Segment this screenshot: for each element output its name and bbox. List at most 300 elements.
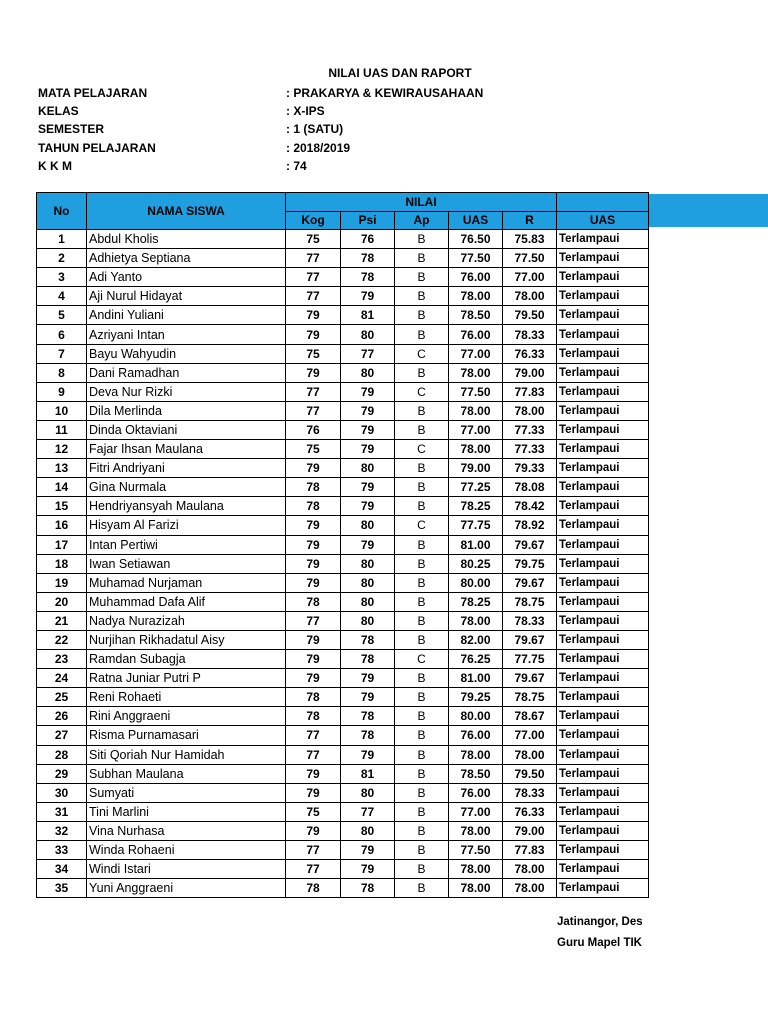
row-no: 26 <box>37 707 87 726</box>
student-name: Deva Nur Rizki <box>87 382 286 401</box>
student-name: Subhan Maulana <box>87 764 286 783</box>
uas-score: 77.00 <box>449 420 503 439</box>
r-score: 77.33 <box>503 420 557 439</box>
uas-score: 80.00 <box>449 707 503 726</box>
status-text: Terlampaui <box>557 860 649 879</box>
row-no: 22 <box>37 630 87 649</box>
psi-score: 79 <box>341 478 395 497</box>
psi-score: 77 <box>341 344 395 363</box>
r-score: 79.00 <box>503 363 557 382</box>
table-row <box>37 611 649 630</box>
uas-score: 77.50 <box>449 382 503 401</box>
psi-score: 78 <box>341 707 395 726</box>
header-psi: Psi <box>341 211 395 230</box>
uas-score: 78.00 <box>449 287 503 306</box>
r-score: 78.33 <box>503 611 557 630</box>
table-row <box>37 879 649 898</box>
r-score: 78.33 <box>503 325 557 344</box>
status-text: Terlampaui <box>557 669 649 688</box>
status-text: Terlampaui <box>557 821 649 840</box>
row-no: 14 <box>37 478 87 497</box>
row-no: 30 <box>37 783 87 802</box>
uas-score: 78.50 <box>449 306 503 325</box>
psi-score: 79 <box>341 860 395 879</box>
row-no: 11 <box>37 420 87 439</box>
ap-grade: B <box>395 688 449 707</box>
kog-score: 79 <box>286 573 341 592</box>
kog-score: 77 <box>286 611 341 630</box>
uas-score: 78.00 <box>449 611 503 630</box>
r-score: 79.33 <box>503 459 557 478</box>
psi-score: 79 <box>341 688 395 707</box>
kog-score: 77 <box>286 268 341 287</box>
ap-grade: B <box>395 325 449 344</box>
psi-score: 77 <box>341 802 395 821</box>
status-text: Terlampaui <box>557 573 649 592</box>
ap-grade: B <box>395 478 449 497</box>
uas-score: 79.00 <box>449 459 503 478</box>
row-no: 20 <box>37 592 87 611</box>
kog-score: 79 <box>286 554 341 573</box>
student-name: Sumyati <box>87 783 286 802</box>
uas-score: 77.75 <box>449 516 503 535</box>
student-name: Abdul Kholis <box>87 230 286 249</box>
table-row <box>37 841 649 860</box>
student-name: Hisyam Al Farizi <box>87 516 286 535</box>
psi-score: 80 <box>341 783 395 802</box>
status-text: Terlampaui <box>557 764 649 783</box>
student-name: Muhammad Dafa Alif <box>87 592 286 611</box>
r-score: 78.67 <box>503 707 557 726</box>
table-row <box>37 630 649 649</box>
status-text: Terlampaui <box>557 516 649 535</box>
row-no: 10 <box>37 401 87 420</box>
r-score: 78.08 <box>503 478 557 497</box>
uas-score: 76.25 <box>449 650 503 669</box>
ap-grade: B <box>395 630 449 649</box>
r-score: 79.00 <box>503 821 557 840</box>
table-row <box>37 363 649 382</box>
student-name: Ratna Juniar Putri P <box>87 669 286 688</box>
kog-score: 79 <box>286 630 341 649</box>
meta-row <box>38 120 546 138</box>
status-text: Terlampaui <box>557 802 649 821</box>
uas-score: 80.25 <box>449 554 503 573</box>
meta-key: MATA PELAJARAN <box>38 86 148 100</box>
status-text: Terlampaui <box>557 497 649 516</box>
r-score: 79.67 <box>503 535 557 554</box>
kog-score: 77 <box>286 382 341 401</box>
uas-score: 77.50 <box>449 249 503 268</box>
student-name: Adi Yanto <box>87 268 286 287</box>
psi-score: 79 <box>341 440 395 459</box>
row-no: 2 <box>37 249 87 268</box>
row-no: 13 <box>37 459 87 478</box>
ap-grade: B <box>395 554 449 573</box>
student-name: Risma Purnamasari <box>87 726 286 745</box>
row-no: 35 <box>37 879 87 898</box>
student-name: Reni Rohaeti <box>87 688 286 707</box>
uas-score: 76.00 <box>449 268 503 287</box>
student-name: Dila Merlinda <box>87 401 286 420</box>
status-text: Terlampaui <box>557 401 649 420</box>
table-row <box>37 268 649 287</box>
status-text: Terlampaui <box>557 650 649 669</box>
student-name: Nadya Nurazizah <box>87 611 286 630</box>
header-no: No <box>37 193 87 230</box>
kog-score: 77 <box>286 249 341 268</box>
header-keterangan <box>557 193 649 212</box>
ap-grade: B <box>395 363 449 382</box>
ap-grade: C <box>395 516 449 535</box>
meta-key: TAHUN PELAJARAN <box>38 140 156 155</box>
r-score: 79.67 <box>503 669 557 688</box>
meta-row <box>38 139 546 157</box>
meta-key: SEMESTER <box>38 122 105 137</box>
ap-grade: C <box>395 344 449 363</box>
table-row <box>37 382 649 401</box>
kog-score: 76 <box>286 420 341 439</box>
uas-score: 78.00 <box>449 363 503 382</box>
row-no: 15 <box>37 497 87 516</box>
student-name: Intan Pertiwi <box>87 535 286 554</box>
uas-score: 78.00 <box>449 860 503 879</box>
psi-score: 80 <box>341 573 395 592</box>
uas-score: 76.00 <box>449 325 503 344</box>
ap-grade: B <box>395 841 449 860</box>
psi-score: 78 <box>341 726 395 745</box>
student-name: Rini Anggraeni <box>87 707 286 726</box>
table-row <box>37 230 649 249</box>
kog-score: 79 <box>286 516 341 535</box>
row-no: 5 <box>37 306 87 325</box>
kog-score: 78 <box>286 478 341 497</box>
header-r: R <box>503 211 557 230</box>
uas-score: 81.00 <box>449 535 503 554</box>
ap-grade: B <box>395 879 449 898</box>
table-row <box>37 573 649 592</box>
kog-score: 79 <box>286 821 341 840</box>
r-score: 77.83 <box>503 841 557 860</box>
header-uas: UAS <box>449 211 503 230</box>
meta-row <box>38 102 546 120</box>
meta-key: KELAS <box>38 104 79 119</box>
psi-score: 80 <box>341 821 395 840</box>
ap-grade: C <box>395 440 449 459</box>
row-no: 9 <box>37 382 87 401</box>
r-score: 77.33 <box>503 440 557 459</box>
student-name: Iwan Setiawan <box>87 554 286 573</box>
table-row <box>37 764 649 783</box>
ap-grade: B <box>395 420 449 439</box>
r-score: 77.00 <box>503 268 557 287</box>
status-text: Terlampaui <box>557 268 649 287</box>
ap-grade: B <box>395 592 449 611</box>
r-score: 78.92 <box>503 516 557 535</box>
psi-score: 80 <box>341 459 395 478</box>
status-text: Terlampaui <box>557 726 649 745</box>
uas-score: 78.00 <box>449 401 503 420</box>
header-nilai: NILAI <box>286 193 557 212</box>
status-text: Terlampaui <box>557 554 649 573</box>
r-score: 78.33 <box>503 783 557 802</box>
kog-score: 78 <box>286 688 341 707</box>
ap-grade: B <box>395 611 449 630</box>
uas-score: 77.00 <box>449 802 503 821</box>
kog-score: 77 <box>286 287 341 306</box>
meta-row <box>38 157 546 175</box>
status-text: Terlampaui <box>557 325 649 344</box>
status-text: Terlampaui <box>557 841 649 860</box>
r-score: 76.33 <box>503 802 557 821</box>
row-no: 21 <box>37 611 87 630</box>
header-blue-band <box>648 194 768 227</box>
table-row <box>37 516 649 535</box>
row-no: 4 <box>37 287 87 306</box>
student-name: Azriyani Intan <box>87 325 286 344</box>
psi-score: 78 <box>341 249 395 268</box>
status-text: Terlampaui <box>557 287 649 306</box>
r-score: 76.33 <box>503 344 557 363</box>
table-row <box>37 669 649 688</box>
table-row <box>37 306 649 325</box>
uas-score: 77.50 <box>449 841 503 860</box>
row-no: 25 <box>37 688 87 707</box>
status-text: Terlampaui <box>557 707 649 726</box>
status-text: Terlampaui <box>557 344 649 363</box>
row-no: 6 <box>37 325 87 344</box>
status-text: Terlampaui <box>557 249 649 268</box>
uas-score: 78.25 <box>449 592 503 611</box>
student-name: Nurjihan Rikhadatul Aisy <box>87 630 286 649</box>
student-name: Gina Nurmala <box>87 478 286 497</box>
page-title: NILAI UAS DAN RAPORT <box>328 66 472 80</box>
ap-grade: B <box>395 573 449 592</box>
table-row <box>37 745 649 764</box>
ap-grade: B <box>395 707 449 726</box>
psi-score: 80 <box>341 592 395 611</box>
row-no: 23 <box>37 650 87 669</box>
psi-score: 81 <box>341 306 395 325</box>
status-text: Terlampaui <box>557 611 649 630</box>
ap-grade: B <box>395 249 449 268</box>
psi-score: 80 <box>341 325 395 344</box>
grades-table <box>36 192 649 898</box>
table-row <box>37 650 649 669</box>
header-kog: Kog <box>286 211 341 230</box>
status-text: Terlampaui <box>557 420 649 439</box>
table-row <box>37 535 649 554</box>
student-name: Bayu Wahyudin <box>87 344 286 363</box>
ap-grade: B <box>395 783 449 802</box>
ap-grade: B <box>395 268 449 287</box>
psi-score: 76 <box>341 230 395 249</box>
r-score: 77.83 <box>503 382 557 401</box>
r-score: 78.00 <box>503 287 557 306</box>
student-name: Winda Rohaeni <box>87 841 286 860</box>
student-name: Windi Istari <box>87 860 286 879</box>
kog-score: 79 <box>286 306 341 325</box>
kog-score: 77 <box>286 401 341 420</box>
uas-score: 77.25 <box>449 478 503 497</box>
psi-score: 78 <box>341 650 395 669</box>
kog-score: 79 <box>286 764 341 783</box>
status-text: Terlampaui <box>557 478 649 497</box>
row-no: 12 <box>37 440 87 459</box>
status-text: Terlampaui <box>557 306 649 325</box>
status-text: Terlampaui <box>557 783 649 802</box>
row-no: 18 <box>37 554 87 573</box>
r-score: 79.67 <box>503 573 557 592</box>
table-body <box>37 230 649 898</box>
uas-score: 78.00 <box>449 879 503 898</box>
header-ket-uas: UAS <box>557 211 649 230</box>
ap-grade: B <box>395 726 449 745</box>
psi-score: 78 <box>341 268 395 287</box>
kog-score: 75 <box>286 802 341 821</box>
student-name: Fitri Andriyani <box>87 459 286 478</box>
row-no: 28 <box>37 745 87 764</box>
student-name: Andini Yuliani <box>87 306 286 325</box>
meta-key: K K M <box>38 158 72 173</box>
psi-score: 78 <box>341 630 395 649</box>
table-row <box>37 459 649 478</box>
psi-score: 79 <box>341 535 395 554</box>
status-text: Terlampaui <box>557 879 649 898</box>
kog-score: 75 <box>286 230 341 249</box>
table-row <box>37 478 649 497</box>
ap-grade: B <box>395 497 449 516</box>
table-row <box>37 688 649 707</box>
uas-score: 78.00 <box>449 440 503 459</box>
table-row <box>37 497 649 516</box>
uas-score: 79.25 <box>449 688 503 707</box>
kog-score: 77 <box>286 860 341 879</box>
r-score: 79.50 <box>503 306 557 325</box>
kog-score: 79 <box>286 669 341 688</box>
status-text: Terlampaui <box>557 535 649 554</box>
r-score: 77.00 <box>503 726 557 745</box>
table-row <box>37 802 649 821</box>
uas-score: 80.00 <box>449 573 503 592</box>
uas-score: 78.00 <box>449 745 503 764</box>
kog-score: 77 <box>286 726 341 745</box>
status-text: Terlampaui <box>557 592 649 611</box>
status-text: Terlampaui <box>557 688 649 707</box>
status-text: Terlampaui <box>557 363 649 382</box>
uas-score: 81.00 <box>449 669 503 688</box>
table-row <box>37 420 649 439</box>
meta-value: : PRAKARYA & KEWIRAUSAHAAN <box>286 86 484 100</box>
ap-grade: B <box>395 669 449 688</box>
row-no: 19 <box>37 573 87 592</box>
table-row <box>37 287 649 306</box>
r-score: 78.75 <box>503 688 557 707</box>
row-no: 31 <box>37 802 87 821</box>
table-row <box>37 783 649 802</box>
header-ap: Ap <box>395 211 449 230</box>
uas-score: 78.25 <box>449 497 503 516</box>
ap-grade: B <box>395 802 449 821</box>
student-name: Fajar Ihsan Maulana <box>87 440 286 459</box>
table-row <box>37 325 649 344</box>
r-score: 78.00 <box>503 879 557 898</box>
table-row <box>37 707 649 726</box>
uas-score: 76.00 <box>449 783 503 802</box>
kog-score: 78 <box>286 879 341 898</box>
ap-grade: B <box>395 287 449 306</box>
table-row <box>37 821 649 840</box>
psi-score: 79 <box>341 669 395 688</box>
ap-grade: B <box>395 821 449 840</box>
status-text: Terlampaui <box>557 459 649 478</box>
r-score: 78.00 <box>503 860 557 879</box>
row-no: 32 <box>37 821 87 840</box>
student-name: Hendriyansyah Maulana <box>87 497 286 516</box>
table-row <box>37 726 649 745</box>
row-no: 34 <box>37 860 87 879</box>
signature-place-date: Jatinangor, Des <box>557 916 643 928</box>
r-score: 79.67 <box>503 630 557 649</box>
r-score: 78.00 <box>503 745 557 764</box>
meta-value: : 1 (SATU) <box>286 122 344 137</box>
r-score: 78.42 <box>503 497 557 516</box>
status-text: Terlampaui <box>557 630 649 649</box>
uas-score: 82.00 <box>449 630 503 649</box>
row-no: 27 <box>37 726 87 745</box>
ap-grade: C <box>395 382 449 401</box>
table-row <box>37 344 649 363</box>
kog-score: 75 <box>286 344 341 363</box>
kog-score: 78 <box>286 592 341 611</box>
r-score: 78.75 <box>503 592 557 611</box>
ap-grade: B <box>395 401 449 420</box>
psi-score: 80 <box>341 554 395 573</box>
ap-grade: B <box>395 306 449 325</box>
ap-grade: B <box>395 230 449 249</box>
status-text: Terlampaui <box>557 382 649 401</box>
psi-score: 81 <box>341 764 395 783</box>
meta-row <box>38 84 546 102</box>
row-no: 1 <box>37 230 87 249</box>
ap-grade: B <box>395 745 449 764</box>
kog-score: 79 <box>286 535 341 554</box>
uas-score: 78.00 <box>449 821 503 840</box>
student-name: Siti Qoriah Nur Hamidah <box>87 745 286 764</box>
meta-value: : 2018/2019 <box>286 140 351 155</box>
psi-score: 79 <box>341 420 395 439</box>
table-row <box>37 554 649 573</box>
kog-score: 79 <box>286 325 341 344</box>
row-no: 16 <box>37 516 87 535</box>
student-name: Tini Marlini <box>87 802 286 821</box>
row-no: 17 <box>37 535 87 554</box>
meta-value: : X-IPS <box>286 104 325 119</box>
row-no: 24 <box>37 669 87 688</box>
row-no: 33 <box>37 841 87 860</box>
psi-score: 80 <box>341 611 395 630</box>
uas-score: 76.50 <box>449 230 503 249</box>
psi-score: 78 <box>341 879 395 898</box>
kog-score: 78 <box>286 707 341 726</box>
psi-score: 79 <box>341 497 395 516</box>
student-name: Vina Nurhasa <box>87 821 286 840</box>
uas-score: 77.00 <box>449 344 503 363</box>
signature-role: Guru Mapel TIK <box>557 937 642 949</box>
student-name: Muhamad Nurjaman <box>87 573 286 592</box>
student-name: Adhietya Septiana <box>87 249 286 268</box>
psi-score: 79 <box>341 382 395 401</box>
